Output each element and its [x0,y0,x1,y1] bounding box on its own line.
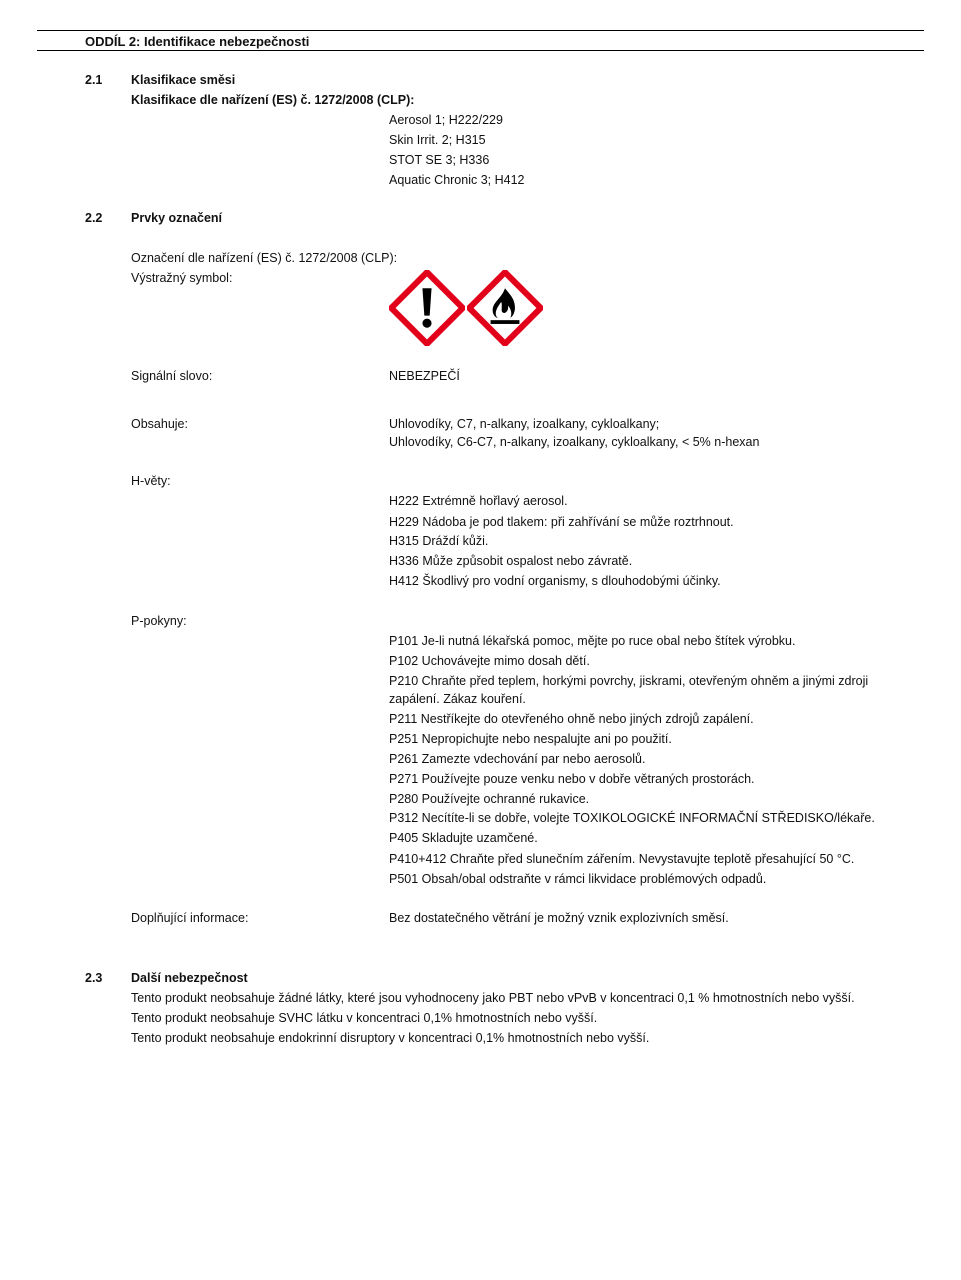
p-statement: P410+412 Chraňte před slunečním zářením. Nevystavujte teplotě přesahující 50 °C. [389,852,855,866]
label-symbol: Výstražný symbol: [131,271,233,285]
section-title: ODDÍL 2: Identifikace nebezpečnosti [85,34,310,49]
s23-line: Tento produkt neobsahuje SVHC látku v koncentraci 0,1% hmotnostních nebo vyšší. [131,1011,598,1025]
p-statement: P312 Necítíte-li se dobře, volejte TOXIKOLOGICKÉ INFORMAČNÍ STŘEDISKO/lékaře. [389,811,875,825]
signal-label: Signální slovo: [131,369,213,383]
p-statement: P271 Používejte pouze venku nebo v dobře větraných prostorách. [389,772,755,786]
classification-item: Aerosol 1; H222/229 [389,113,503,127]
s21-subtitle: Klasifikace dle nařízení (ES) č. 1272/2008 (CLP): [131,93,415,107]
ghs-flame-icon [467,270,543,346]
p-statement: P210 Chraňte před teplem, horkými povrchy, jiskrami, otevřeným ohněm a jinými zdroji [389,674,869,688]
bottom-rule [37,50,924,51]
extra-label: Doplňující informace: [131,911,249,925]
p-statement: P251 Nepropichujte nebo nespalujte ani po použití. [389,732,672,746]
p-label: P-pokyny: [131,614,187,628]
p-statement: P405 Skladujte uzamčené. [389,831,538,845]
p-statement: P102 Uchovávejte mimo dosah dětí. [389,654,590,668]
s23-number: 2.3 [85,971,103,985]
classification-item: Skin Irrit. 2; H315 [389,133,486,147]
signal-value: NEBEZPEČÍ [389,369,460,383]
top-rule [37,30,924,31]
p-statement: P501 Obsah/obal odstraňte v rámci likvidace problémových odpadů. [389,872,767,886]
extra-value: Bez dostatečného větrání je možný vznik explozivních směsí. [389,911,729,925]
h-statement: H229 Nádoba je pod tlakem: při zahřívání se může roztrhnout. [389,515,734,529]
s22-title: Prvky označení [131,211,223,225]
p-statement: P261 Zamezte vdechování par nebo aerosolů. [389,752,646,766]
label-regulation: Označení dle nařízení (ES) č. 1272/2008 (CLP): [131,251,398,265]
p-statement: P101 Je-li nutná lékařská pomoc, mějte po ruce obal nebo štítek výrobku. [389,634,796,648]
h-statement: H222 Extrémně hořlavý aerosol. [389,494,568,508]
p-statement: P280 Používejte ochranné rukavice. [389,792,590,806]
h-statement: H412 Škodlivý pro vodní organismy, s dlouhodobými účinky. [389,574,721,588]
p-statement: P211 Nestříkejte do otevřeného ohně nebo jiných zdrojů zapálení. [389,712,754,726]
classification-item: Aquatic Chronic 3; H412 [389,173,525,187]
h-statement: H315 Dráždí kůži. [389,534,489,548]
s21-number: 2.1 [85,73,103,87]
classification-item: STOT SE 3; H336 [389,153,490,167]
s21-title: Klasifikace směsi [131,73,236,87]
h-statement: H336 Může způsobit ospalost nebo závratě. [389,554,633,568]
p-statement: zapálení. Zákaz kouření. [389,692,526,706]
contains-label: Obsahuje: [131,417,188,431]
h-label: H-věty: [131,474,171,488]
s22-number: 2.2 [85,211,103,225]
contains-item: Uhlovodíky, C7, n-alkany, izoalkany, cykloalkany; [389,417,660,431]
s23-title: Další nebezpečnost [131,971,248,985]
s23-line: Tento produkt neobsahuje žádné látky, které jsou vyhodnoceny jako PBT nebo vPvB v koncentraci 0,1 % hmotnostních nebo vyšší. [131,991,855,1005]
s23-line: Tento produkt neobsahuje endokrinní disruptory v koncentraci 0,1% hmotnostních nebo vyšší. [131,1031,650,1045]
ghs-exclamation-icon [389,270,465,346]
contains-item: Uhlovodíky, C6-C7, n-alkany, izoalkany, cykloalkany, < 5% n-hexan [389,435,760,449]
